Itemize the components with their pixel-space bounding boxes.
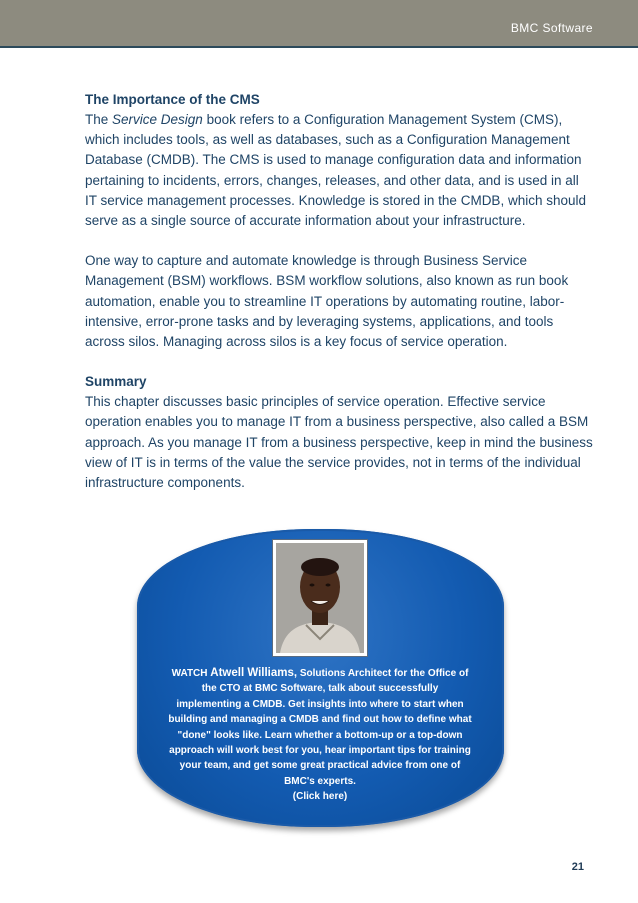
section-heading-cms: The Importance of the CMS [85,92,260,107]
main-content [85,90,593,493]
cms-p1-lead: The [85,112,113,127]
header-divider [0,46,638,48]
paragraph-gap [85,352,593,372]
cms-paragraph-2: One way to capture and automate knowledge is through Business Service Management (BSM) workflows. BSM workflow solutions, also known as run book automation, enable you to streamline IT operations by automating routine, labor-intensive, error-prone tasks and by leveraging systems, applications, and tools across silos. Managing across silos is a key focus of service operation. [85,253,569,350]
page-number: 21 [571,861,584,873]
speaker-photo-frame[interactable] [272,539,368,657]
book-title-service-design: Service Design [112,112,203,127]
speaker-name: Atwell Williams, [210,667,298,679]
video-description[interactable] [168,666,472,805]
speaker-photo[interactable] [276,543,364,653]
header-brand: BMC Software [510,21,593,35]
speaker-portrait-image [276,543,364,653]
cms-paragraph-1 [85,110,593,231]
cms-p1-rest: book refers to a Configuration Management System (CMS), which includes tools, as well as databases, such as a Configuration Management Database (CMDB). The CMS is used to manage configuration data and information pertaining to incidents, errors, changes, releases, and other data, and is used in all IT service management processes. Knowledge is stored in the CMDB, which should serve as a single source of accurate information about your infrastructure. [85,112,586,229]
summary-paragraph: This chapter discusses basic principles of service operation. Effective service operation enables you to manage IT from a business perspective, also called a BSM approach. As you manage IT from a business perspective, keep in mind the business view of IT is in terms of the value the service provides, not in terms of the individual infrastructure components. [85,394,593,491]
video-watch-label: WATCH [171,668,211,679]
section-heading-summary: Summary [85,374,147,390]
video-description-text: Solutions Architect for the Office of the CTO at BMC Software, talk about successfully implementing a CMDB. Get insights into where to start when building and managing a CMDB and find out how to define what "done" looks like. Learn whether a bottom-up or a top-down approach will work best for you, hear important tips for training your team, and get some great practical advice from one of BMC's experts. [168,668,472,787]
click-here-link[interactable]: (Click here) [292,791,348,803]
paragraph-gap [85,231,593,251]
